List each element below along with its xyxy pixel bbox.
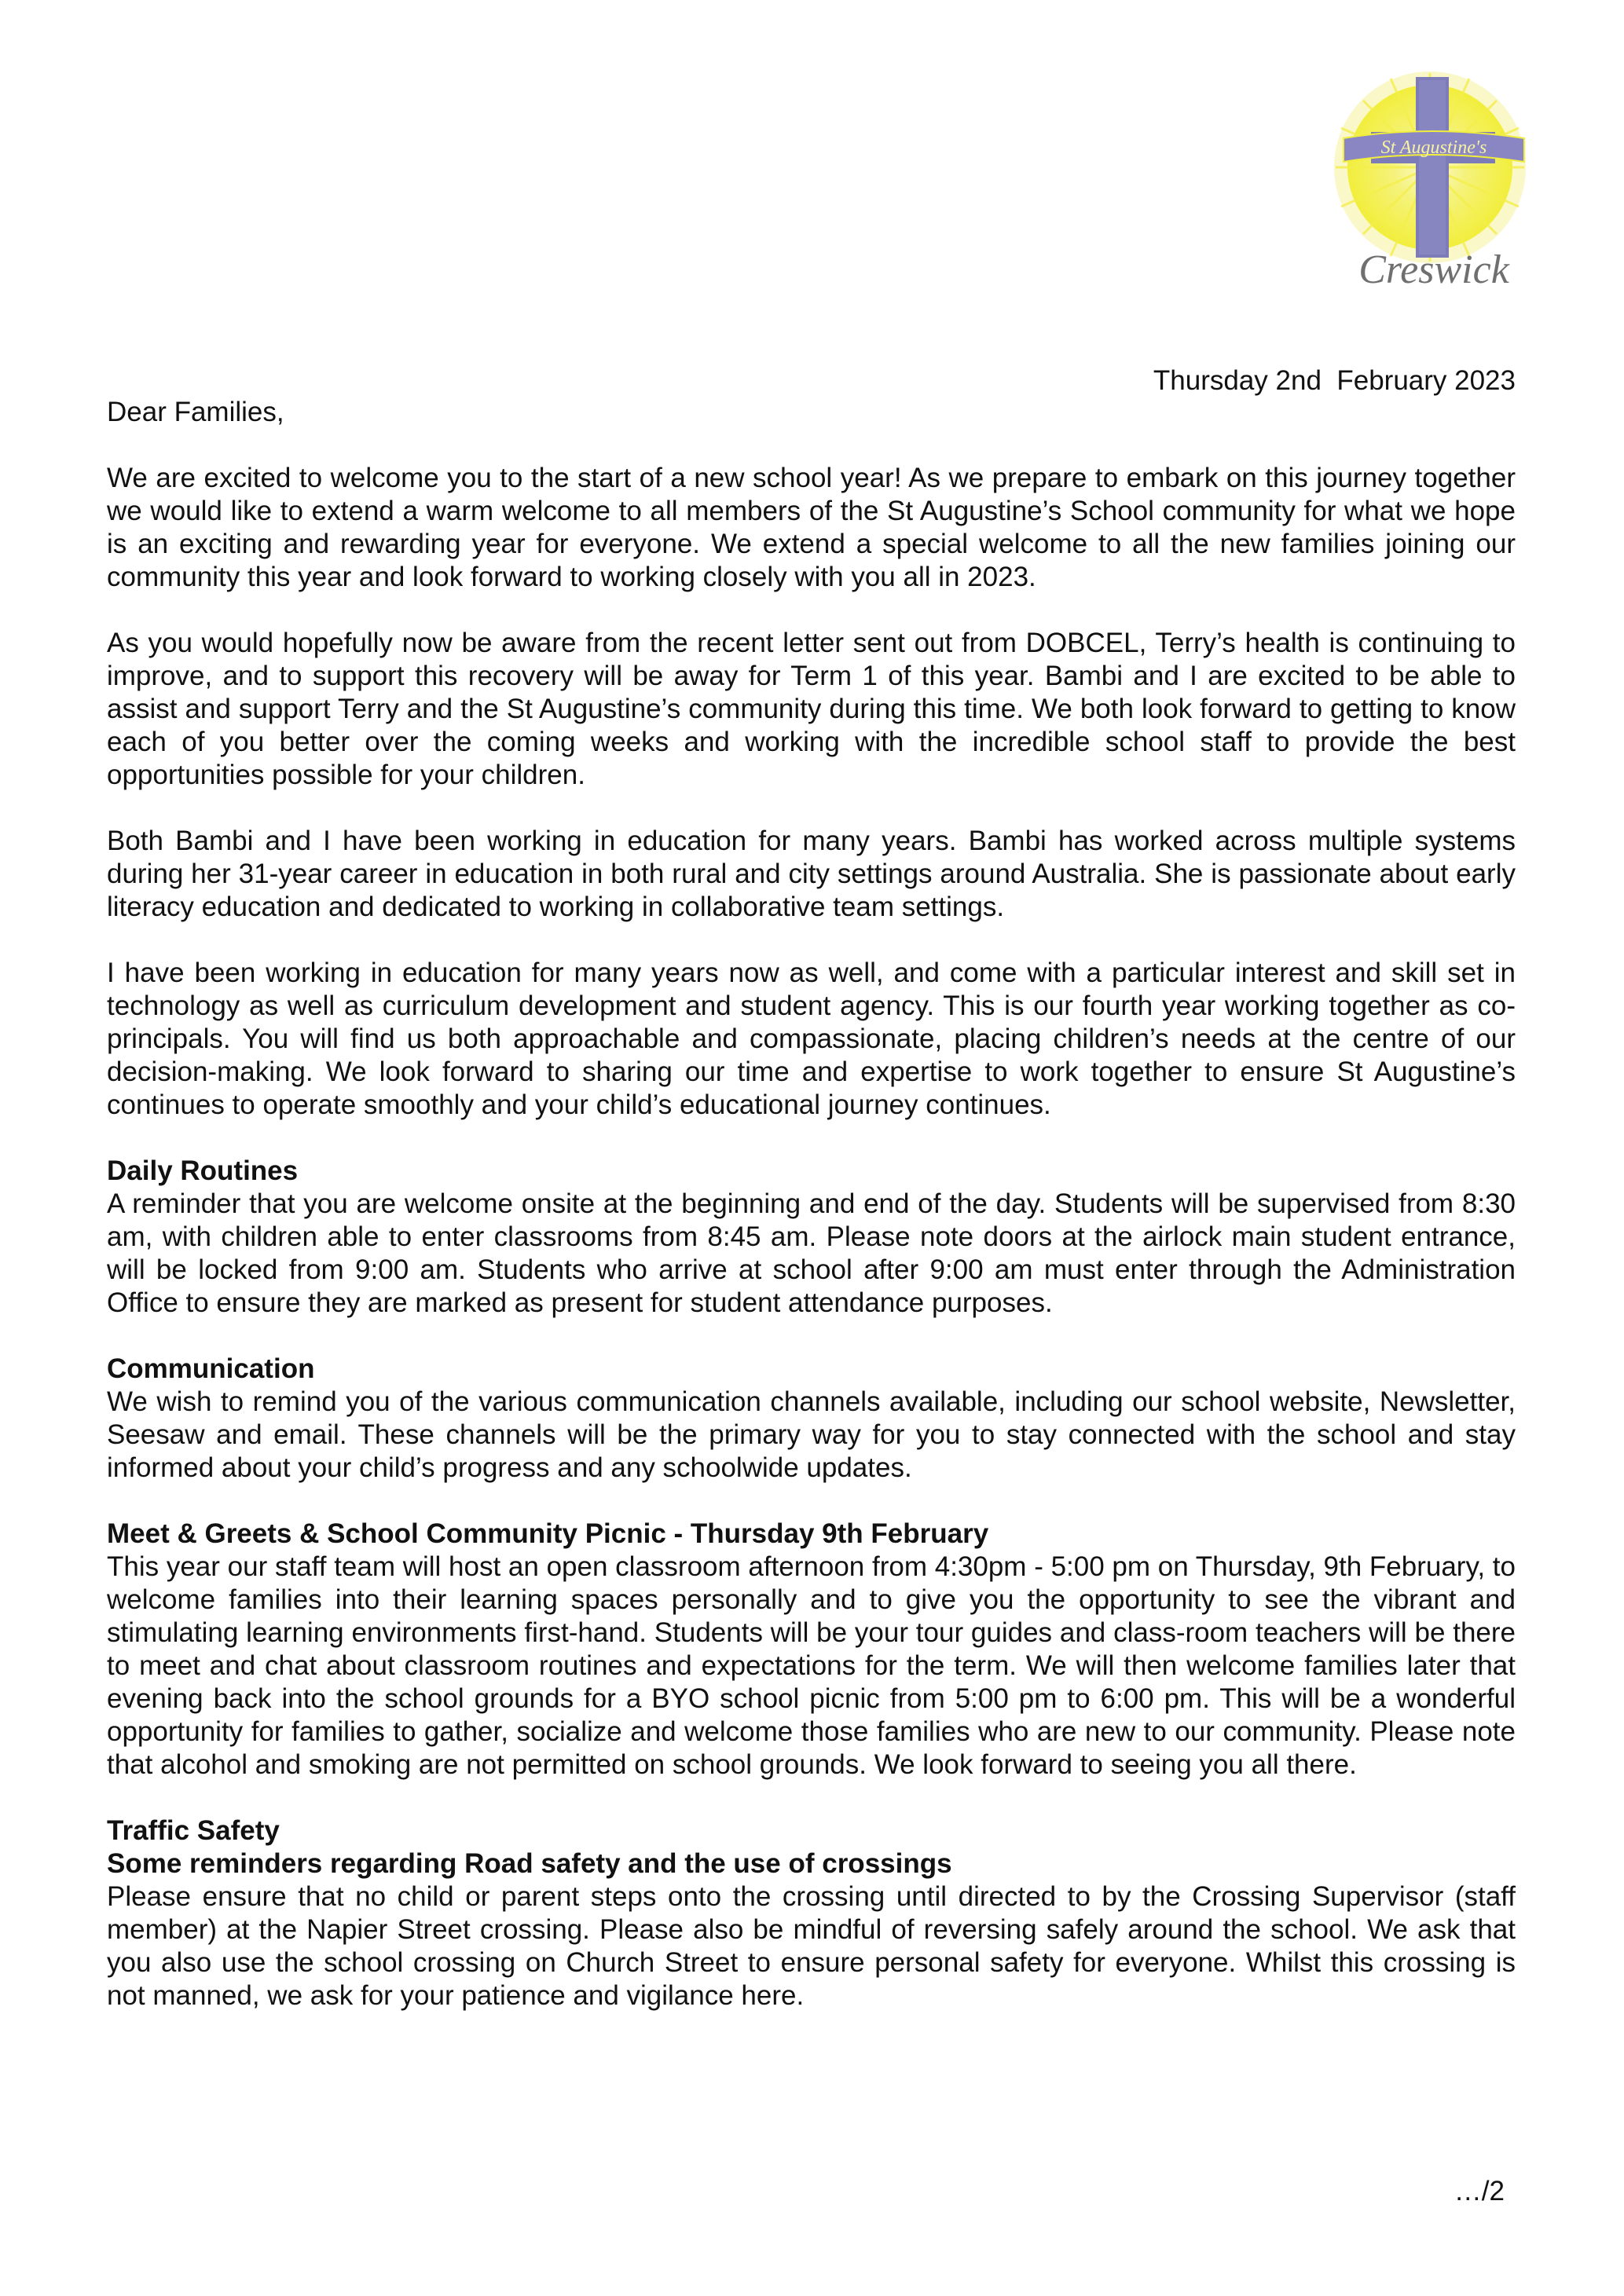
- logo-script-text: Creswick: [1358, 247, 1509, 292]
- intro-paragraph-3: Both Bambi and I have been working in education for many years. Bambi has worked across multiple systems during her 31-year career in education in both rural and city settings around Australia. She is passionate about early literacy education and dedicated to working in collaborative team settings.: [107, 826, 1516, 922]
- intro-paragraph-1: We are excited to welcome you to the start of a new school year! As we prepare to embark on this journey together we would like to extend a warm welcome to all members of the St Augustine’s School community for what we hope is an exciting and rewarding year for everyone. We extend a special welcome to all the new families joining our community this year and look forward to working closely with you all in 2023.: [107, 463, 1516, 592]
- section-body-traffic-safety: Please ensure that no child or parent steps onto the crossing until directed to by the Crossing Supervisor (staff member) at the Napier Street crossing. Please also be mindful of reversing safely around the school. We ask that you also use the school crossing on Church Street to ensure personal safety for everyone. Whilst this crossing is not manned, we ask for your patience and vigilance here.: [107, 1881, 1516, 2011]
- letter-body: [107, 396, 1516, 2012]
- section-heading-traffic-safety: Traffic Safety: [107, 1815, 280, 1846]
- section-heading-meet-greet: Meet & Greets & School Community Picnic - Thursday 9th February: [107, 1518, 989, 1549]
- logo-banner: [1344, 131, 1524, 162]
- page-marker: …/2: [1454, 2176, 1505, 2206]
- salutation: Dear Families,: [107, 397, 284, 427]
- section-subheading-traffic-safety: Some reminders regarding Road safety and the use of crossings: [107, 1848, 952, 1879]
- intro-paragraph-2: As you would hopefully now be aware from the recent letter sent out from DOBCEL, Terry’s health is continuing to improve, and to support this recovery will be away for Term 1 of this year. Bambi and I are excited to be able to assist and support Terry and the St Augustine’s community during this time. We both look forward to getting to know each of you better over the coming weeks and working with the incredible school staff to provide the best opportunities possible for your children.: [107, 628, 1516, 790]
- intro-paragraph-4: I have been working in education for many years now as well, and come with a particular interest and skill set in technology as well as curriculum development and student agency. This is our fourth year working together as co-principals. You will find us both approachable and compassionate, placing children’s needs at the centre of our decision-making. We look forward to sharing our time and expertise to work together to ensure St Augustine’s continues to operate smoothly and your child’s educational journey continues.: [107, 958, 1516, 1120]
- section-body-communication: We wish to remind you of the various communication channels available, including our school website, Newsletter, Seesaw and email. These channels will be the primary way for you to stay connected with the school and stay informed about your child’s progress and any schoolwide updates.: [107, 1386, 1516, 1483]
- logo-banner-text: St Augustine's: [1380, 137, 1487, 158]
- section-body-daily-routines: A reminder that you are welcome onsite at the beginning and end of the day. Students will be supervised from 8:30 am, with children able to enter classrooms from 8:45 am. Please note doors at the airlock main student entrance, will be locked from 9:00 am. Students who arrive at school after 9:00 am must enter through the Administration Office to ensure they are marked as present for student attendance purposes.: [107, 1188, 1516, 1318]
- letter-date: Thursday 2nd February 2023: [1153, 365, 1516, 396]
- section-heading-daily-routines: Daily Routines: [107, 1155, 299, 1186]
- section-heading-communication: Communication: [107, 1353, 315, 1384]
- school-logo: [1328, 69, 1540, 297]
- section-body-meet-greet: This year our staff team will host an open classroom afternoon from 4:30pm - 5:00 pm on Thursday, 9th February, to welcome families into their learning spaces personally and to give you the opportunity to see the vibrant and stimulating learning environments first-hand. Students will be your tour guides and class-room teachers will be there to meet and chat about classroom routines and expectations for the term. We will then welcome families later that evening back into the school grounds for a BYO school picnic from 5:00 pm to 6:00 pm. This will be a wonderful opportunity for families to gather, socialize and welcome those families who are new to our community. Please note that alcohol and smoking are not permitted on school grounds. We look forward to seeing you all there.: [107, 1551, 1516, 1780]
